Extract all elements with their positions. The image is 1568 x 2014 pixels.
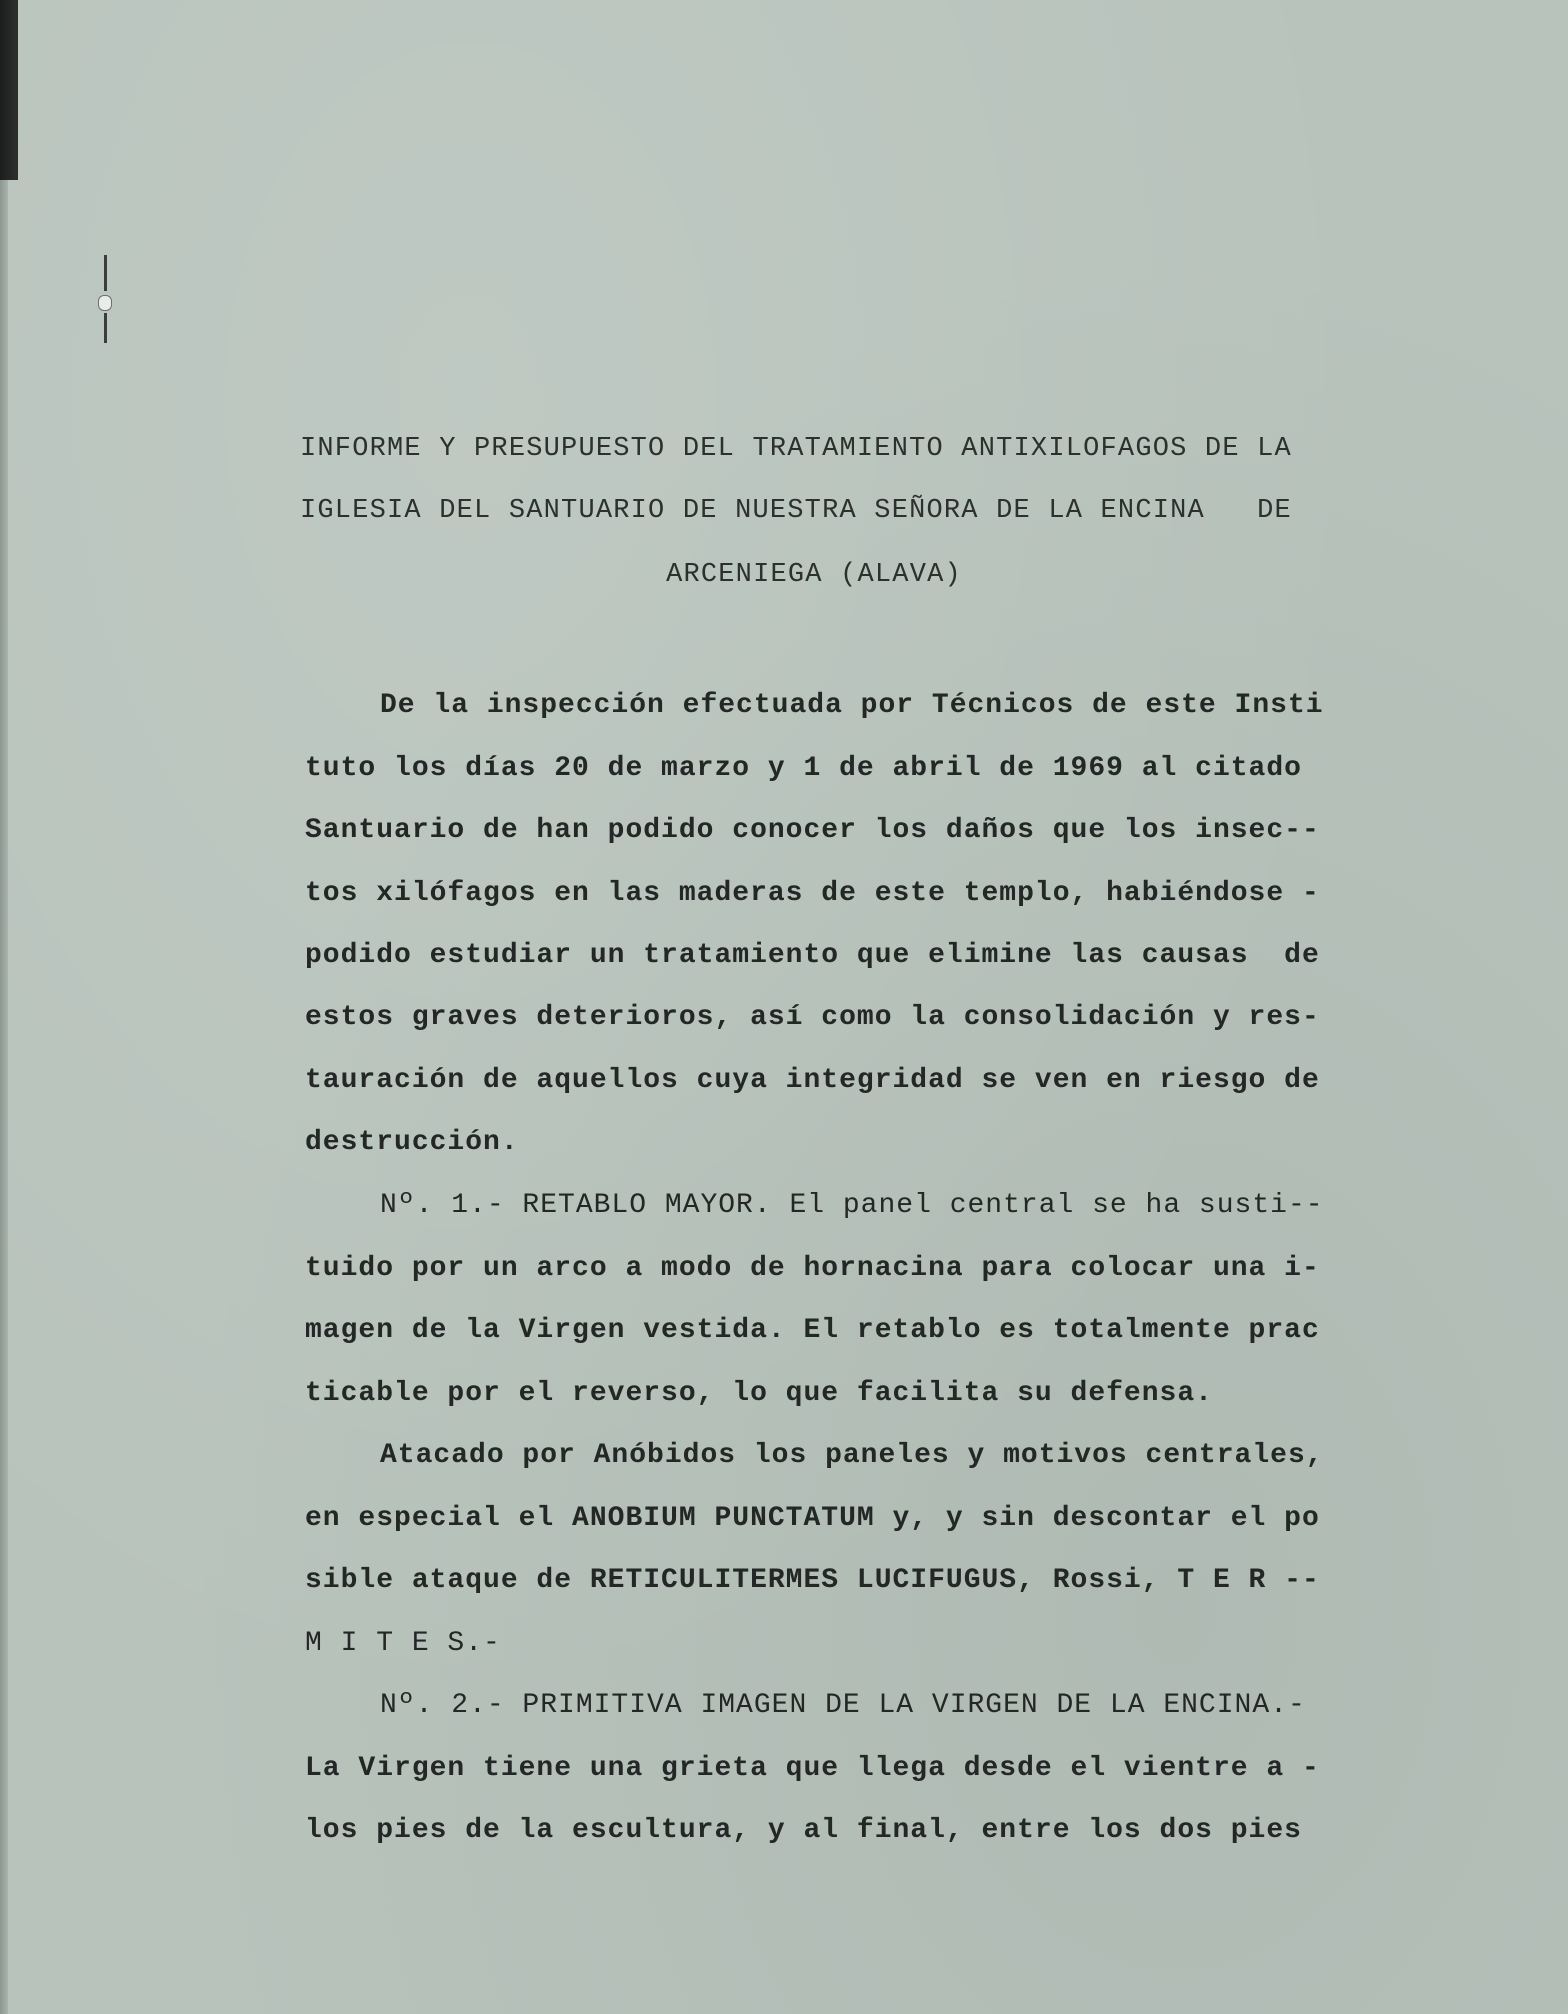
body-line: sible ataque de RETICULITERMES LUCIFUGUS, Rossi, T E R --	[305, 1565, 1320, 1596]
body-line: tauración de aquellos cuya integridad se ven en riesgo de	[305, 1065, 1320, 1096]
title-line-3: ARCENIEGA (ALAVA)	[666, 560, 962, 590]
title-line-1: INFORME Y PRESUPUESTO DEL TRATAMIENTO ANTIXILOFAGOS DE LA	[300, 434, 1292, 464]
page-edge	[0, 180, 8, 2014]
body-line: estos graves deterioros, así como la consolidación y res-	[305, 1002, 1320, 1033]
body-line: en especial el ANOBIUM PUNCTATUM y, y sin descontar el po	[305, 1503, 1320, 1534]
body-line: ticable por el reverso, lo que facilita su defensa.	[305, 1378, 1213, 1409]
section-1-heading: Nº. 1.- RETABLO MAYOR. El panel central se ha susti--	[380, 1190, 1324, 1221]
body-line: los pies de la escultura, y al final, entre los dos pies	[305, 1815, 1302, 1846]
body-line: tuto los días 20 de marzo y 1 de abril de 1969 al citado	[305, 753, 1302, 784]
body-line: podido estudiar un tratamiento que elimine las causas de	[305, 940, 1320, 971]
page-edge-shadow	[0, 0, 18, 180]
title-line-2: IGLESIA DEL SANTUARIO DE NUESTRA SEÑORA DE LA ENCINA DE	[300, 496, 1292, 526]
body-line: magen de la Virgen vestida. El retablo es totalmente prac	[305, 1315, 1320, 1346]
body-line: Atacado por Anóbidos los paneles y motivos centrales,	[380, 1440, 1324, 1471]
section-2-heading: Nº. 2.- PRIMITIVA IMAGEN DE LA VIRGEN DE LA ENCINA.-	[380, 1690, 1306, 1721]
body-line: La Virgen tiene una grieta que llega desde el vientre a -	[305, 1753, 1320, 1784]
staple-icon	[98, 255, 110, 343]
body-line: De la inspección efectuada por Técnicos de este Insti	[380, 690, 1324, 721]
body-line: destrucción.	[305, 1127, 519, 1158]
body-line: Santuario de han podido conocer los daños que los insec--	[305, 815, 1320, 846]
body-line: tuido por un arco a modo de hornacina para colocar una i-	[305, 1253, 1320, 1284]
body-line: M I T E S.-	[305, 1628, 501, 1659]
body-line: tos xilófagos en las maderas de este templo, habiéndose -	[305, 878, 1320, 909]
